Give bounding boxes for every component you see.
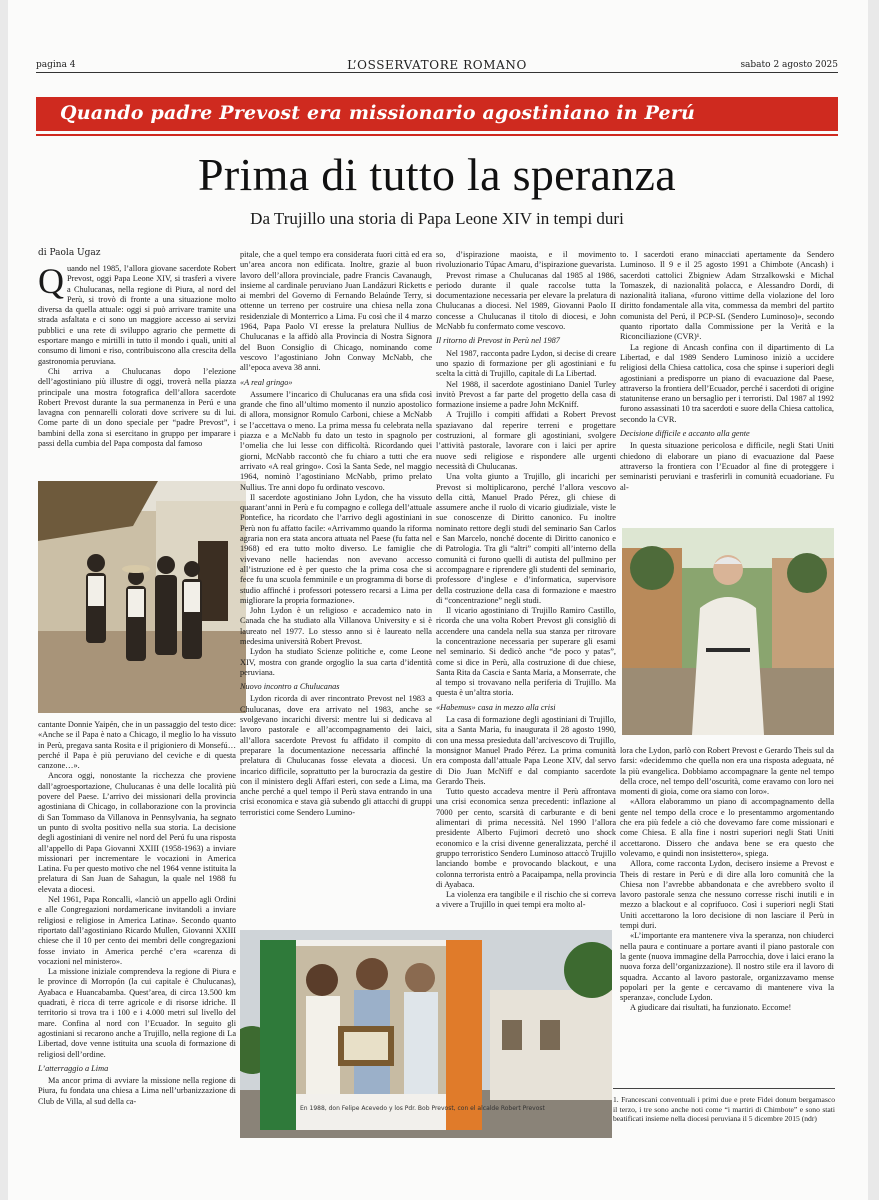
portrait-photo	[622, 528, 834, 735]
page-number: pagina 4	[36, 60, 76, 70]
kicker-text: Quando padre Prevost era missionario agostiniano in Perú	[60, 102, 696, 124]
paragraph: Ancora oggi, nonostante la ricchezza che proviene dall’agroesportazione, Chulucanas è una delle località più povere del Paese. L’arrivo dei missionari della provincia agostiniana di Chicago, in collaborazione con la provincia di San Tommaso da Villanova in Pennsylvania, ha segnato un punto di svolta positivo nella sua storia. La decisione degli agostiniani di venire nel nord del Perú fu una risposta all’appello di Papa Giovanni XXIII (1958-1963) a inviare missionari per incrementare le vocazioni in America Latina. Fu per questo motivo che nel 1964 venne istituita la prelatura di San Juan de Sahagun, la quale nel 1988 fu elevata a diocesi.	[38, 771, 236, 894]
paragraph: «Allora elaborammo un piano di accompagnamento della gente nel tempo della croce e lo presentammo argomentando che era più fedele a ciò che dovevamo fare come missionari e come Chiesa. E alla fine i nostri superiori negli Stati Uniti accettarono. Dissero che andava bene se era questo che volevamo, e quindi non insistettero», spiega.	[620, 797, 834, 858]
paragraph: Una volta giunto a Trujillo, gli incarichi per Prevost si moltiplicarono, perché l’allora vescovo della città, Manuel Prado Pérez, gli chiese di assumere anche il ruolo di vicario giudiziale, viste le sue conoscenze di Diritto canonico. Fu inoltre nominato rettore degli studi del seminario San Carlos e San Marcelo, nonché docente di Diritto canonico e di Patrologia. Tra gli “altri” compiti all’interno della comunità ci furono quelli di autista del pullmino per accompagnare e riprendere gli studenti del seminario, professore d’inglese e d’informatica, supervisore della costruzione della casa di formazione e maestro di “concentrazione” negli studi.	[436, 472, 616, 605]
section-heading: «A real gringo»	[240, 377, 293, 387]
paragraph: «L’importante era mantenere viva la speranza, non chiuderci nella paura e continuare a portare avanti il piano pastorale con la gente (nuova immagine della Parrocchia, dove i laici erano la nuova forza dell’organizzazione). Il nostro stile era il lavoro di squadra. Accanto al lavoro pastorale, organizzavamo mense popolari per la gente e cercavamo di mantenere viva la speranza», conclude Lydon.	[620, 931, 834, 1003]
section-heading: «Habemus» casa in mezzo alla crisi	[436, 702, 556, 712]
column-3	[436, 250, 616, 915]
paragraph: pitale, che a quel tempo era considerata fuori città ed era un’area ancora non edificata. Inoltre, grazie al buon lavoro dell’allora provinciale, padre Francis Cavanaugh, insieme al cardinale peruviano Juan Landázuri Ricketts e ai membri del Governo di Fernando Belaúnde Terry, si ottenne un terreno per costruire una chiesa nella zona residenziale di Monterrico a Lima. Fu così che il 4 marzo 1964, Papa Paolo VI eresse la prelatura Nullius de Chulucanas e la affidò alla Provincia di Nostra Signora del Buon Consiglio di Chicago, nominando come vescovo l’agostiniano John Conway McNabb, che all’epoca aveva 38 anni.	[240, 250, 432, 373]
paragraph: Assumere l’incarico di Chulucanas era una sfida così grande che fino all’ultimo momento il nunzio apostolico di allora, monsignor Romulo Carboni, chiese a McNabb se l’accettava o meno. La prima messa fu celebrata nella piazza e a McNabb fu dato un testo in spagnolo per l’omelia che lui lesse con difficoltà. Ricordando quei giorni, McNabb raccontò che fu chiaro a tutti che era arrivato «A real gringo». Così la Santa Sede, nel maggio 1964, nominò l’agostiniano McNabb, primo prelato Nullius. Tre anni dopo fu ordinato vescovo.	[240, 389, 432, 492]
paragraph: A Trujillo i compiti affidati a Robert Prevost spaziavano dal reperire terreni e progettare costruzioni, al formare gli agostiniani, svolgere l’attività pastorale, lavorare con i laici per aprire nuove sedi religiose e rispondere alle urgenti necessità di Chulucanas.	[436, 410, 616, 471]
newspaper-name: L’OSSERVATORE ROMANO	[347, 58, 527, 72]
paragraph: cantante Donnie Yaipén, che in un passaggio del testo dice: «Anche se il Papa è nato a Chicago, il meglio lo ha vissuto in Perù, pregava santa Rosita e il prigioniero di Monsefú… perché il Papa è più peruviano del ceviche e di questa canzone…».	[38, 720, 236, 771]
paragraph: Nel 1988, il sacerdote agostiniano Daniel Turley invitò Prevost a far parte del progetto della casa di formazione insieme a padre John McKniff.	[436, 379, 616, 410]
paragraph: A giudicare dai risultati, ha funzionato. Eccome!	[630, 1003, 792, 1013]
paragraph: Prevost rimase a Chulucanas dal 1985 al 1986, periodo durante il quale raccolse tutta la documentazione necessaria per elevare la prelatura di Chulucanas a diocesi. Nel 1989, Giovanni Paolo II concesse a Chulucanas il titolo di diocesi, e John McNabb fu confermato come vescovo.	[436, 270, 616, 332]
newspaper-page	[8, 0, 868, 1200]
paragraph: Il vicario agostiniano di Trujillo Ramiro Castillo, ricorda che una volta Robert Prevost gli consigliò di accendere una candela nella sua stanza per ritrovare la concentrazione necessaria per superare gli esami nel seminario. Si dedicò anche “de poco y patas”, come si dice in Perù, alla costruzione di due chiese, Santa Rita da Cascia e Santa Maria, a Monserrate, che al tempo si trovavano nella periferia di Trujillo. Ma questa è un’altra storia.	[436, 606, 616, 698]
exhibition-photo-image	[240, 930, 612, 1138]
paragraph: La missione iniziale comprendeva la regione di Piura e le province di Morropón (la cui capitale è Chulucanas), Ayabaca e Huancabamba. Quest’area, di circa 13.500 km quadrati, è ricca di terre agricole e di risorse idriche. Il territorio si trova tra i 100 e i 4.000 metri sul livello del mare. Confina al nord con l’Ecuador. In seguito gli agostiniani si recarono anche a Trujillo, nella regione di La Libertad, dove venne istituita una scuola di formazione di religiosi dell’ordine.	[38, 967, 236, 1059]
exhibition-caption: En 1988, don Felipe Acevedo y los Pdr. Bob Prevost, con el alcalde Robert Prevost	[300, 1105, 545, 1112]
column-2	[240, 250, 432, 915]
paragraph: lora che Lydon, parlò con Robert Prevost e Gerardo Theis sul da farsi: «decidemmo che quella non era una risposta adeguata, né la più evangelica. Dobbiamo accompagnare la gente nel tempo della croce, nel tempo dell’oscurità, come eravamo con loro nei momenti di gioia, come ora siamo con loro».	[620, 746, 834, 797]
paragraph: Tutto questo accadeva mentre il Perù affrontava una crisi economica senza precedenti: inflazione al 7000 per cento, scarsità di carburante e di beni alimentari di prima necessità. Nel 1990 l’allora presidente Alberto Fujimori decretò uno shock economico e la crisi divenne generalizzata, perché il gruppo terroristico Sendero Luminoso attaccò Trujillo lanciando bombe e provocando blackout, e una colonna terrorista entrò a Pacaipampa, nella provincia di Ayabaca.	[436, 787, 616, 889]
column-4-bottom	[620, 746, 834, 1078]
paragraph: Allora, come racconta Lydon, decisero insieme a Prevost e Theis di restare in Perù e di dire alla loro comunità che la Chiesa non l’avrebbe abbandonata e che avrebbero svolto il lavoro pastorale senza che nessuno corresse rischi inutili e in mezzo a blackout e al coprifuoco. Così i superiori negli Stati Uniti accettarono la loro decisione di non lasciare il Perù in tempi duri.	[620, 859, 834, 931]
paragraph: Chi arriva a Chulucanas dopo l’elezione dell’agostiniano più illustre di oggi, troverà nella piazza principale una mostra fotografica dell’allora sacerdote Robert Prevost durante la sua permanenza in Perú e una lavagna con pennarelli colorati dove scrivere su di lui. Come parte di un dono speciale per “padre Prevost”, i bambini della zona si esercitano in gruppo per imparare i passi della cumbia del Papa composta dal famoso	[38, 366, 236, 449]
paragraph: Ma ancor prima di avviare la missione nella regione di Piura, fu fondata una chiesa a Lima nell’urbanizzazione di Club de Villa, al sud della ca-	[38, 1076, 236, 1106]
paragraph: Il sacerdote agostiniano John Lydon, che ha vissuto quarant’anni in Perù e fu compagno e collega dell’attuale Pontefice, ha ricordato che l’arrivo degli agostiniani in Perù non fu affatto facile: «Arrivammo quando la riforma agraria non era stata ancora attuata nel Paese (fu fatta nel 1968) ed era tutto molto diverso. Le famiglie che vivevano nelle haciendas non avevano accesso all’istruzione ed è per questo che la prima cosa che si fece fu una scuola femminile e un programma di borse di studio affinché i professori potessero recarsi a Lima per migliorare la propria formazione».	[240, 492, 432, 605]
section-heading: Nuovo incontro a Chulucanas	[240, 682, 340, 692]
paragraph: La violenza era tangibile e il rischio che si correva a vivere a Trujillo in quei tempi era molto al-	[436, 890, 616, 910]
masthead	[36, 56, 838, 73]
paragraph: Lydon ha studiato Scienze politiche e, come Leone XIV, mostra con grande orgoglio la sua carta d’identità peruviana.	[240, 647, 432, 677]
column-1-bottom	[38, 720, 236, 1165]
group-photo	[38, 481, 246, 713]
paragraph: Lydon ricorda di aver rincontrato Prevost nel 1983 a Chulucanas, dove era arrivato nel 1983, anche se svolgevano incarichi diversi: mentre lui si dedicava al lavoro pastorale e all’accompagnamento dei laici, all’allora sacerdote Prevost fu affidato il compito di preparare la documentazione necessaria affinché la prelatura di Chulucanas fosse elevata a diocesi. Un incarico difficile, soprattutto per la burocrazia da gestire con il ministero degli Affari esteri, con sede a Lima, ma anche perché a quel tempo il Perù stava entrando in una crisi economica e stava già subendo gli attacchi di gruppi terroristici come Sendero Lumino-	[240, 694, 432, 817]
issue-date: sabato 2 agosto 2025	[740, 60, 838, 70]
lead-paragraph: Quando nel 1985, l’allora giovane sacerdote Robert Prevost, oggi Papa Leone XIV, si trasferì a vivere a Chulucanas, nella regione di Piura, al nord del Perù, si trovò di fronte a una situazione molto diversa da quella attuale: oggi si può arrivare tramite una strada asfaltata e ci sono un maggiore accesso ai servizi pubblici e una rete di sviluppo agrario che permette di esportare mango e mirtilli in tutto il mondo i quali, uniti al consumo di limoni e riso, contribuiscono alla crescita della gastronomia peruviana.	[38, 264, 236, 366]
column-4-top	[620, 250, 834, 522]
footnote: 1. Francescani conventuali i primi due e prete Fidei donum bergamasco il terzo, i tre sono anche noti come “i martiri di Chimbote” e sono stati beatificati insieme nella diocesi peruviana il 5 dicembre 2015 (ndr)	[613, 1088, 835, 1124]
paragraph: Nel 1987, racconta padre Lydon, si decise di creare uno spazio di formazione per gli agostiniani e fu scelta la città di Trujillo, capitale di La Libertad.	[436, 348, 616, 379]
paragraph: so, d’ispirazione maoista, e il movimento rivoluzionario Túpac Amaru, d’ispirazione guevarista.	[436, 250, 616, 270]
paragraph: Nel 1961, Papa Roncalli, «lanciò un appello agli Ordini e alle Congregazioni nordamericane invitandoli a inviare religiosi e religiose in America Latina». Secondo quanto riportato dall’agostiniano Ricardo Mullen, Giovanni XXIII chiese che il 10 per cento dei membri delle congregazioni fosse inviato in America perché c’era «carenza di vocazioni nel ministero».	[38, 895, 236, 966]
group-photo-image	[38, 481, 246, 713]
portrait-photo-image	[622, 528, 834, 735]
section-heading: Decisione difficile e accanto alla gente	[620, 429, 750, 439]
paragraph: John Lydon è un religioso e accademico nato in Canada che ha studiato alla Villanova University e si è laureato nel 1977. Lo stesso anno si è laureato nella medesima università Robert Prevost.	[240, 606, 432, 646]
subheadline: Da Trujillo una storia di Papa Leone XIV in tempi duri	[250, 209, 624, 228]
paragraph: La regione di Ancash confina con il dipartimento di La Libertad, e dal 1989 Sendero Luminoso iniziò a uccidere religiosi della Chiesa cattolica, cosa che spinse i superiori degli agostiniani a predisporre un piano di evacuazione dal Paese, attraverso la frontiera dell’Ecuador, perché i sacerdoti di origine statunitense erano un bersaglio per i terroristi. Dal 1987 al 1992 furono assassinati 10 tra sacerdoti e suore della Chiesa cattolica, secondo la CVR.	[620, 342, 834, 424]
section-heading: L’atterraggio a Lima	[38, 1063, 109, 1073]
paragraph: La casa di formazione degli agostiniani di Trujillo, sita a Santa Maria, fu inaugurata il 28 agosto 1990, con una messa presieduta dall’arcivescovo di Trujillo, monsignor Manuel Prado Pérez. La prima comunità era composta dall’attuale Papa Leone XIV, dal servo di Dio Juan McNiff e dal compianto sacerdote Gerardo Theis.	[436, 715, 616, 786]
section-heading: Il ritorno di Prevost in Perù nel 1987	[436, 336, 560, 346]
kicker-banner	[36, 97, 838, 131]
drop-cap: Q	[38, 264, 64, 301]
paragraph: to. I sacerdoti erano minacciati apertamente da Sendero Luminoso. Il 9 e il 25 agosto 1991 a Chimbote (Ancash) i sacerdoti cattolici Zbigniew Adam Strzalkowski e Michal Tomaszek, di nazionalità polacca, e Alessandro Dordi, di nazionalità italiana, «furono vittime della violazione del loro diritto fondamentale alla vita, commessa da membri del partito comunista del Perú, il PCP-SL (Sendero Luminoso)», secondo quanto riportato dalla Commissione per la Verità e la Riconciliazione (CVR)¹.	[620, 250, 834, 342]
paragraph: In questa situazione pericolosa e difficile, negli Stati Uniti chiedono di elaborare un piano di evacuazione dal Paese attraverso la frontiera con l’Ecuador al fine di proteggere i seminaristi peruviani e trasferirli in comunità ecuadoriane. Fu al-	[620, 441, 834, 492]
column-1-top	[38, 264, 236, 478]
exhibition-photo	[240, 930, 612, 1138]
headline: Prima di tutto la speranza	[198, 149, 676, 200]
byline: di Paola Ugaz	[38, 248, 101, 258]
